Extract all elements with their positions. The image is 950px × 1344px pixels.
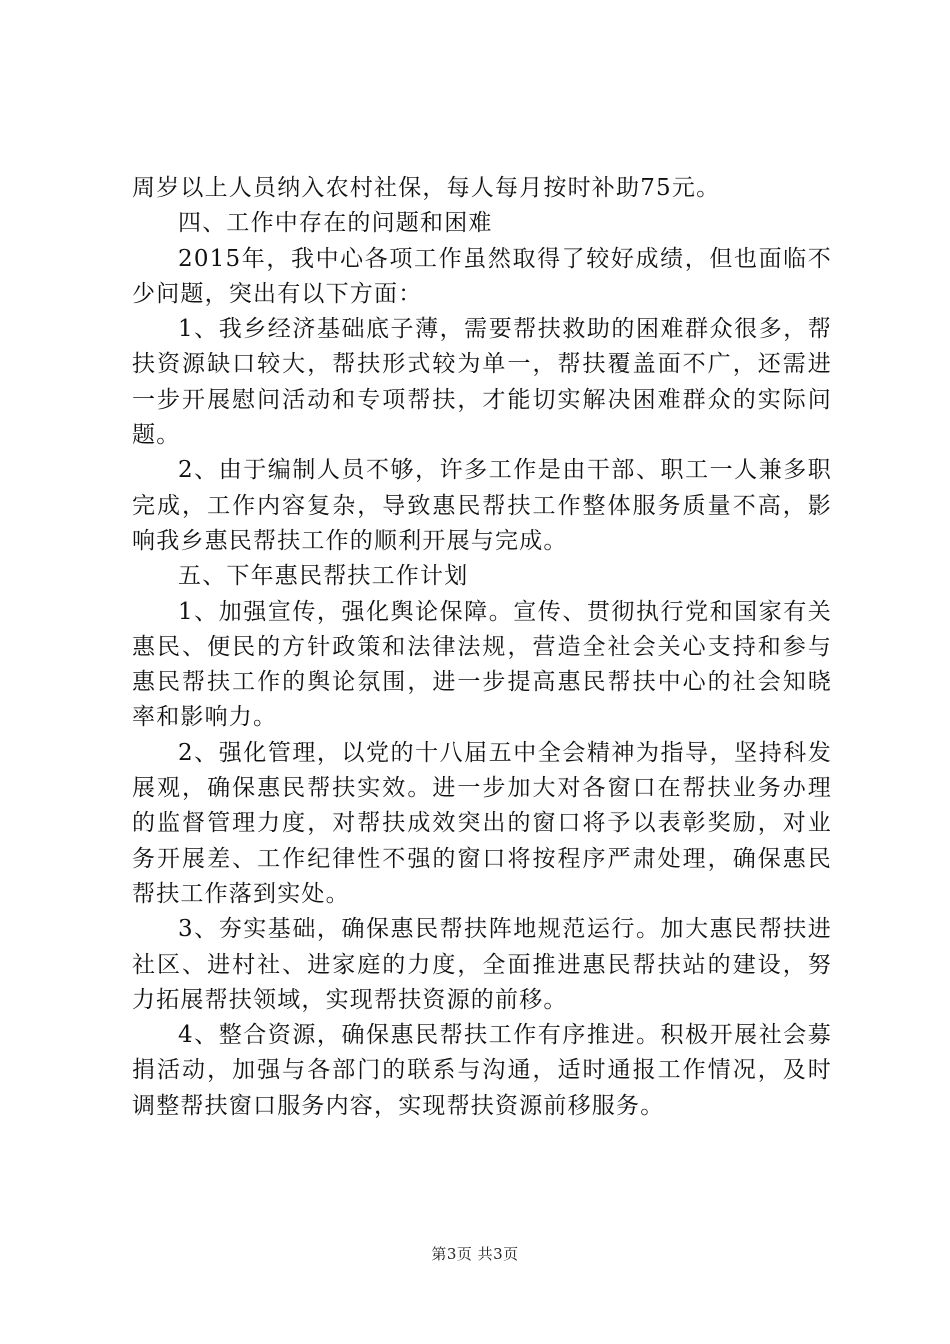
paragraph-plan-2: 2、强化管理，以党的十八届五中全会精神为指导，坚持科发展观，确保惠民帮扶实效。进一步加大对各窗口在帮扶业务办理的监督管理力度，对帮扶成效突出的窗口将予以表彰奖励，对业务开展差、工作纪律性不强的窗口将按程序严肃处理，确保惠民帮扶工作落到实处。 [132, 739, 832, 907]
section-heading-problems: 四、工作中存在的问题和困难 [178, 210, 493, 237]
document-body [132, 171, 832, 1124]
paragraph-plan-4: 4、整合资源，确保惠民帮扶工作有序推进。积极开展社会募捐活动，加强与各部门的联系与沟通，适时通报工作情况，及时调整帮扶窗口服务内容，实现帮扶资源前移服务。 [132, 1022, 832, 1119]
paragraph-problem-2: 2、由于编制人员不够，许多工作是由干部、职工一人兼多职完成，工作内容复杂，导致惠民帮扶工作整体服务质量不高，影响我乡惠民帮扶工作的顺利开展与完成。 [132, 457, 832, 554]
paragraph-problems-intro: 2015年，我中心各项工作虽然取得了较好成绩，但也面临不少问题，突出有以下方面： [132, 245, 832, 307]
paragraph-problem-1: 1、我乡经济基础底子薄，需要帮扶救助的困难群众很多，帮扶资源缺口较大，帮扶形式较为单一，帮扶覆盖面不广，还需进一步开展慰问活动和专项帮扶，才能切实解决困难群众的实际问题。 [132, 316, 832, 449]
paragraph-plan-1: 1、加强宣传，强化舆论保障。宣传、贯彻执行党和国家有关惠民、便民的方针政策和法律法规，营造全社会关心支持和参与惠民帮扶工作的舆论氛围，进一步提高惠民帮扶中心的社会知晓率和影响力。 [132, 598, 832, 731]
section-heading-plan: 五、下年惠民帮扶工作计划 [178, 563, 469, 590]
paragraph-continuation: 周岁以上人员纳入农村社保，每人每月按时补助75元。 [132, 175, 721, 201]
page-number-footer: 第3页 共3页 [431, 1245, 519, 1263]
paragraph-plan-3: 3、夯实基础，确保惠民帮扶阵地规范运行。加大惠民帮扶进社区、进村社、进家庭的力度，全面推进惠民帮扶站的建设，努力拓展帮扶领域，实现帮扶资源的前移。 [132, 916, 832, 1013]
